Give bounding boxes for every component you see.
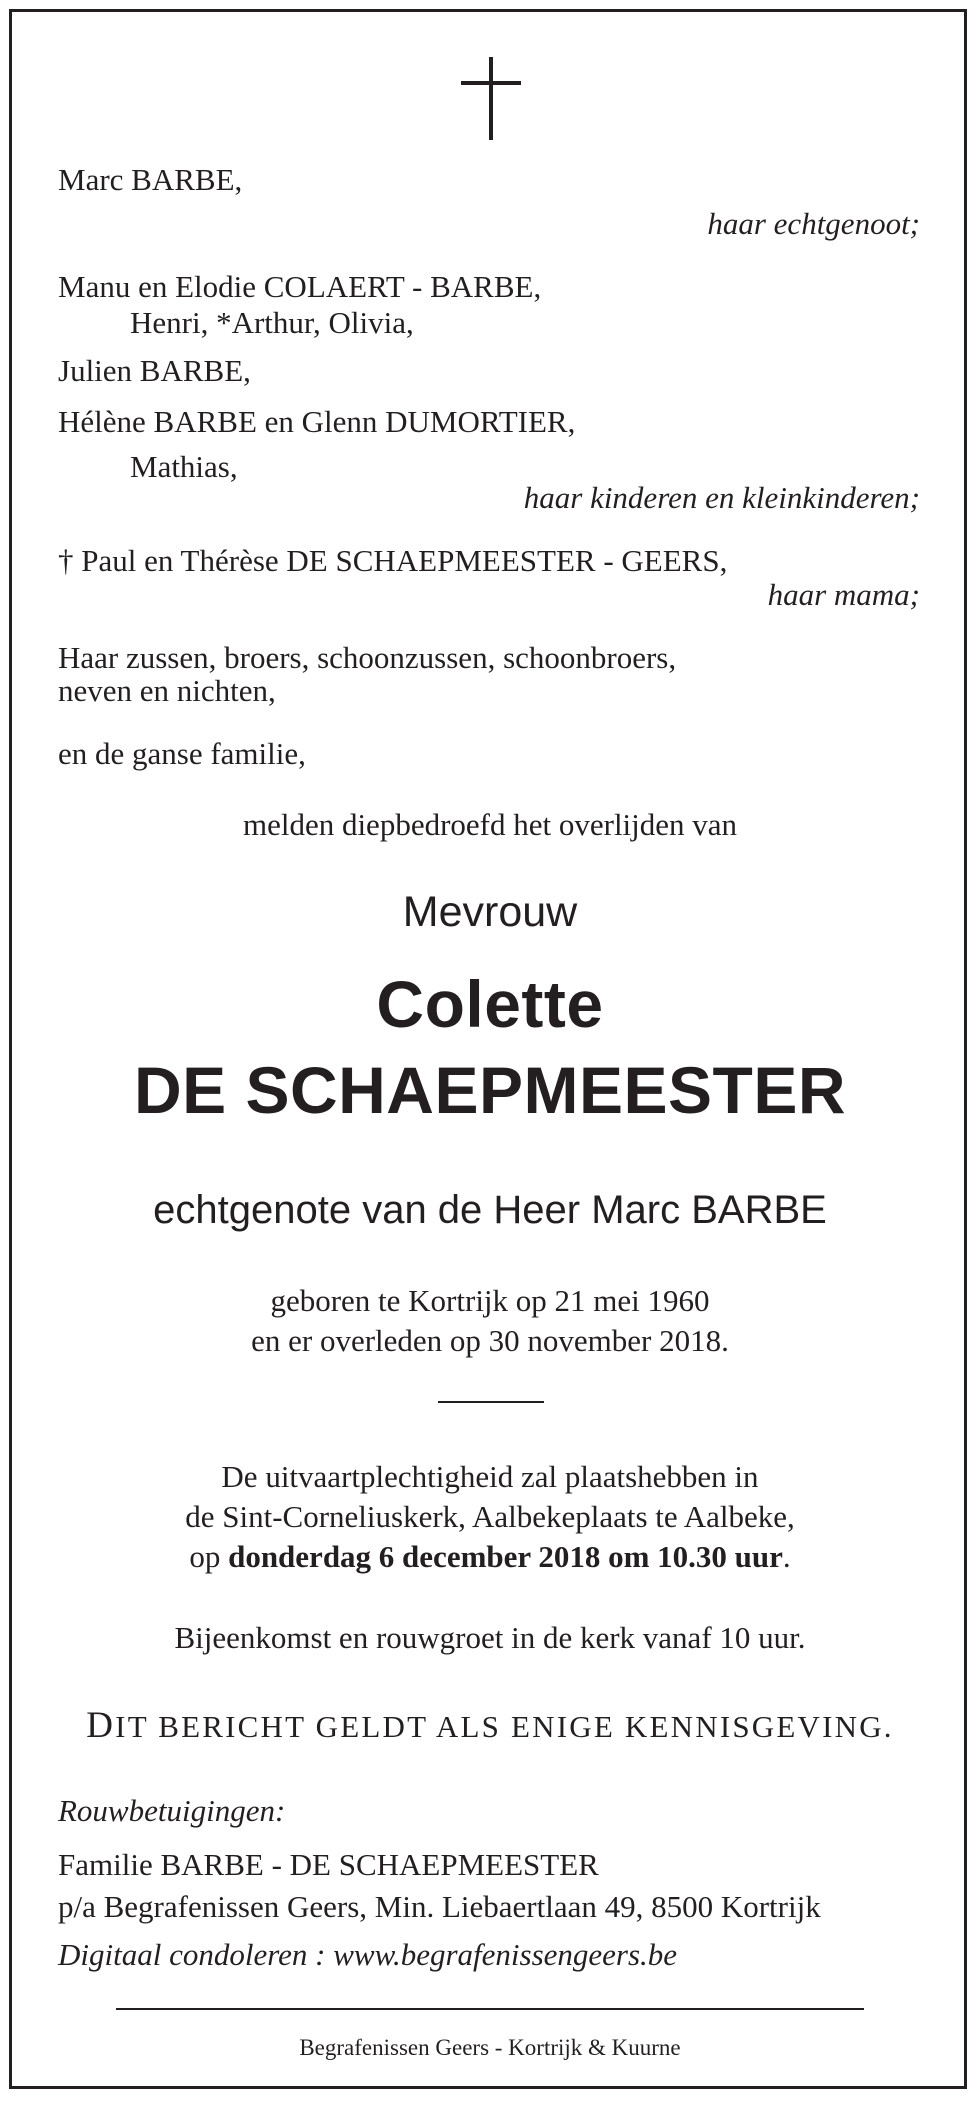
children-role: haar kinderen en kleinkinderen; bbox=[523, 480, 920, 515]
separator-dash bbox=[438, 1401, 544, 1403]
funeral-date-time: donderdag 6 december 2018 om 10.30 uur bbox=[228, 1539, 783, 1574]
whole-family: en de ganse familie, bbox=[58, 736, 306, 771]
spouse-line: echtgenote van de Heer Marc BARBE bbox=[153, 1188, 827, 1232]
death-line: en er overleden op 30 november 2018. bbox=[251, 1323, 729, 1358]
funeral-line2: de Sint-Corneliuskerk, Aalbekeplaats te Aalbeke, bbox=[185, 1499, 795, 1534]
child2-name: Julien BARBE, bbox=[58, 353, 251, 388]
funeral-line3 bbox=[0, 1539, 980, 1575]
digital-condolences: Digitaal condoleren : www.begrafenissengeers.be bbox=[58, 1937, 678, 1972]
funeral-prefix: op bbox=[189, 1539, 229, 1574]
husband-role: haar echtgenoot; bbox=[707, 206, 920, 241]
footer-text: Begrafenissen Geers - Kortrijk & Kuurne bbox=[299, 2035, 681, 2060]
notice-rest: IT BERICHT GELDT ALS ENIGE KENNISGEVING. bbox=[115, 1709, 894, 1744]
child1-name: Manu en Elodie COLAERT - BARBE, bbox=[58, 269, 542, 304]
condolences-address: p/a Begrafenissen Geers, Min. Liebaertlaan 49, 8500 Kortrijk bbox=[58, 1889, 821, 1924]
condolences-family: Familie BARBE - DE SCHAEPMEESTER bbox=[58, 1847, 599, 1882]
deceased-last-name: DE SCHAEPMEESTER bbox=[133, 1053, 847, 1127]
gathering-line: Bijeenkomst en rouwgroet in de kerk vanaf 10 uur. bbox=[174, 1620, 806, 1655]
mother-role: haar mama; bbox=[767, 577, 920, 612]
mother-name: † Paul en Thérèse DE SCHAEPMEESTER - GEERS, bbox=[58, 543, 728, 578]
announcement: melden diepbedroefd het overlijden van bbox=[242, 807, 738, 842]
birth-line: geboren te Kortrijk op 21 mei 1960 bbox=[270, 1283, 710, 1318]
relatives-line1: Haar zussen, broers, schoonzussen, schoonbroers, bbox=[58, 640, 677, 675]
husband-name: Marc BARBE, bbox=[58, 162, 243, 197]
deceased-first-name: Colette bbox=[376, 967, 604, 1041]
funeral-line1: De uitvaartplechtigheid zal plaatshebben in bbox=[221, 1459, 759, 1494]
child1-grandchildren: Henri, *Arthur, Olivia, bbox=[130, 305, 414, 340]
relatives-line2: neven en nichten, bbox=[58, 673, 276, 708]
funeral-suffix: . bbox=[782, 1539, 791, 1574]
footer-rule bbox=[116, 2008, 864, 2010]
notice-initial: D bbox=[86, 1705, 116, 1746]
condolences-heading: Rouwbetuigingen: bbox=[58, 1793, 286, 1828]
child3-name: Hélène BARBE en Glenn DUMORTIER, bbox=[58, 404, 576, 439]
deceased-title: Mevrouw bbox=[402, 888, 578, 936]
child3-grandchildren: Mathias, bbox=[130, 449, 238, 484]
notice-line bbox=[0, 1705, 980, 1746]
